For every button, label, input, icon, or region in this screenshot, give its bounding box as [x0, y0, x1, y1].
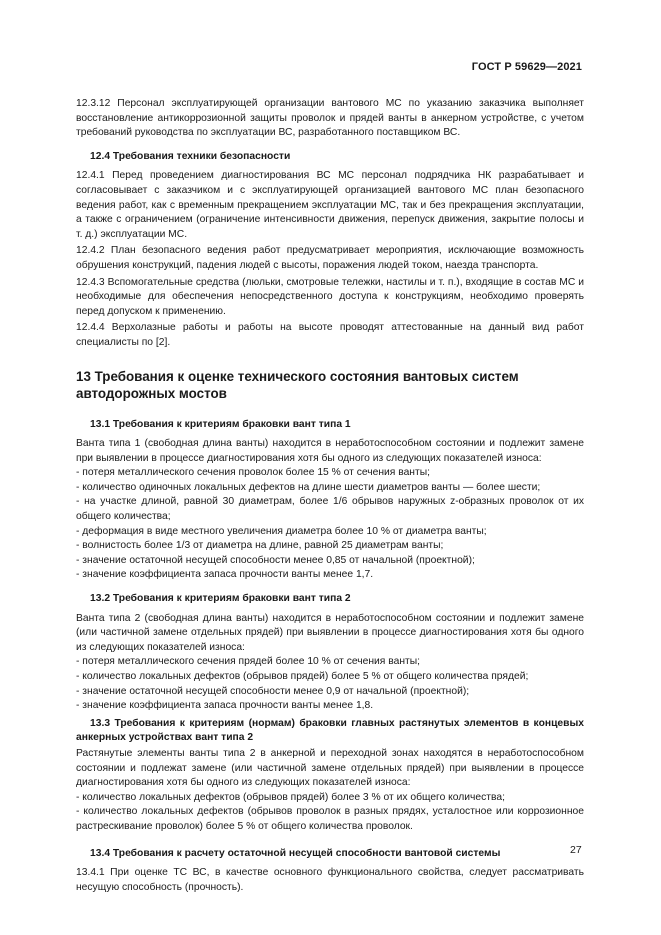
list-item: - значение коэффициента запаса прочности ванты менее 1,8.	[76, 700, 374, 712]
page-number: 27	[570, 844, 582, 856]
list-item: - на участке длиной, равной 30 диаметрам, более 1/6 обрывов наружных z-образных проволок от их общего количества;	[76, 496, 584, 523]
paragraph-12-4-4: 12.4.4 Верхолазные работы и работы на высоте проводят аттестованные на данный вид работ специалисты по [2].	[76, 322, 584, 348]
list-item: - количество локальных дефектов (обрывов прядей) более 5 % от общего количества прядей;	[76, 671, 529, 682]
section-heading-13-2: 13.2 Требования к критериям браковки вант типа 2	[90, 593, 351, 605]
list-item: - значение остаточной несущей способности менее 0,9 от начальной (проектной);	[76, 685, 470, 697]
list-item: - потеря металлического сечения прядей более 10 % от сечения ванты;	[76, 656, 420, 668]
list-item: - значение коэффициента запаса прочности ванты менее 1,7.	[76, 569, 374, 581]
section-heading-12-4: 12.4 Требования техники безопасности	[90, 150, 291, 162]
section-heading-13-1: 13.1 Требования к критериям браковки вант типа 1	[90, 418, 351, 430]
list-item: - значение остаточной несущей способности менее 0,85 от начальной (проектной);	[76, 554, 475, 566]
list-item: - количество одиночных локальных дефектов на длине шести диаметров ванты — более шести;	[76, 481, 541, 493]
paragraph-12-4-1: 12.4.1 Перед проведением диагностирования ВС МС персонал подрядчика НК разрабатывает и согласовывает с заказчиком и с эксплуатирующей организацией вантового МС план безопасного ведения работ, как с временным прекращением эксплуатации МС, так и без прекращения эксплуатации, а также с ограничением (ограничение интенсивности движения, перепуск движения, закрытие полосы и т. д.) эксплуатации МС.	[76, 170, 584, 240]
section-heading-13-3: 13.3 Требования к критериям (нормам) браковки главных растянутых элементов в концевых анкерных устройствах вант типа 2	[76, 717, 584, 744]
paragraph-12-4-3: 12.4.3 Вспомогательные средства (люльки, смотровые тележки, настилы и т. п.), входящие в состав МС и необходимые для обеспечения непосредственного доступа к конструкциям, необходимо проверять перед допуском к применению.	[76, 276, 584, 317]
paragraph-13-2-intro: Ванта типа 2 (свободная длина ванты) находится в неработоспособном состоянии и подлежит замене (или частичной замене отдельных прядей) при выявлении в процессе диагностирования хотя бы одного из следующих показателей износа:	[76, 612, 584, 653]
paragraph-13-4-1: 13.4.1 При оценке ТС ВС, в качестве основного функционального свойства, следует рассматривать несущую способность (прочность).	[76, 867, 584, 893]
list-item: - волнистость более 1/3 от диаметра на длине, равной 25 диаметрам ванты;	[76, 540, 444, 552]
page-content	[76, 97, 584, 895]
list-item: - потеря металлического сечения проволок более 15 % от сечения ванты;	[76, 467, 430, 479]
list-item: - количество локальных дефектов (обрывов проволок в разных прядях, усталостное или коррозионное растрескивание проволок) более 5 % от общего количества проволок.	[76, 806, 584, 832]
paragraph-12-3-12: 12.3.12 Персонал эксплуатирующей организации вантового МС по указанию заказчика выполняет восстановление антикоррозионной защиты проволок и прядей ванты в анкерном устройстве, с учетом требований руководства по эксплуатации ВС, разработанного поставщиком ВС.	[76, 98, 584, 139]
paragraph-13-3-intro: Растянутые элементы ванты типа 2 в анкерной и переходной зонах находятся в неработоспособном состоянии и подлежат замене (или частичной замене отдельных прядей) при выявлении в процессе диагностирования хотя бы одного из следующих показателей износа:	[76, 747, 584, 789]
standard-header: ГОСТ Р 59629—2021	[471, 61, 582, 73]
chapter-heading-13: 13 Требования к оценке технического состояния вантовых систем автодорожных мостов	[76, 368, 519, 401]
list-item: - деформация в виде местного увеличения диаметра более 10 % от диаметра ванты;	[76, 525, 487, 537]
list-item: - количество локальных дефектов (обрывов прядей) более 3 % от их общего количества;	[76, 791, 505, 803]
paragraph-12-4-2: 12.4.2 План безопасного ведения работ предусматривает мероприятия, исключающие возможность обрушения конструкций, падения людей с высоты, поражения людей током, наезда транспорта.	[76, 245, 584, 271]
paragraph-13-1-intro: Ванта типа 1 (свободная длина ванты) находится в неработоспособном состоянии и подлежит замене при выявлении в процессе диагностирования хотя бы одного из следующих показателей износа:	[76, 438, 584, 464]
section-heading-13-4: 13.4 Требования к расчету остаточной несущей способности вантовой системы	[90, 847, 501, 859]
